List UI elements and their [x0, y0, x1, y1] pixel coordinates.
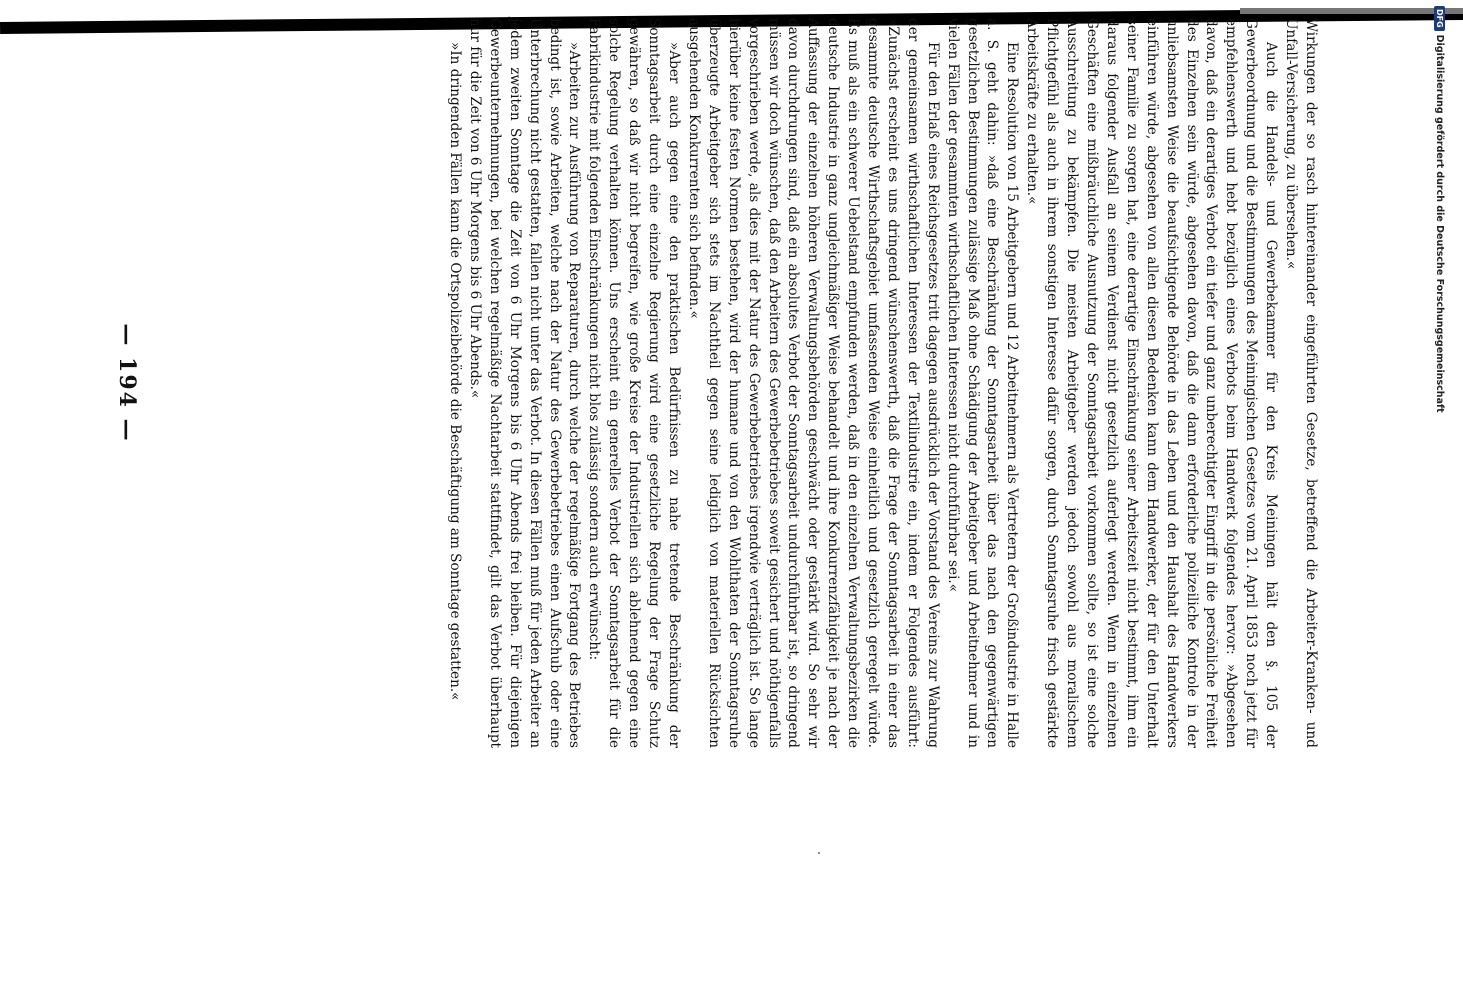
paragraph: »Arbeiten zur Ausführung von Reparaturen, durch welche der regelmäßige Fortgang des Betriebes bedingt ist, sowie Arbeiten, welche nach der Natur des Gewerbebetriebes einen Aufschub oder eine Unterbrechung nicht gestatten, fallen nicht unter das Verbot. In diesen Fällen muß für jeden Arbeiter an jedem zweiten Sonntage die Zeit von 6 Uhr Morgens bis 6 Uhr Abends frei bleiben. Für diejenigen Gewerbeunternehmungen, bei welchen regelmäßige Nachtarbeit stattfindet, gilt das Verbot überhaupt nur für die Zeit von 6 Uhr Morgens bis 6 Uhr Abends.« [466, 18, 583, 748]
body-text [444, 18, 1320, 748]
scan-shadow-bar-faint [1240, 8, 1463, 14]
paragraph: Eine Resolution von 15 Arbeitgebern und 12 Arbeitnehmern als Vertretern der Großindustrie in Halle a. S. geht dahin: »daß eine Beschränkung der Sonntagsarbeit über das nach den gegenwärtigen gesetzlichen Bestimmungen zulässige Maß ohne Schädigung der Arbeitgeber und Arbeitnehmer und in vielen Fällen der gesammten wirthschaftlichen Interessen nicht durchführbar sei.« [944, 18, 1021, 748]
dfg-logo-icon: DFG [1435, 6, 1446, 31]
digitisation-credit [1432, 6, 1448, 436]
page-number: — 194 — [114, 323, 140, 443]
rotated-page [90, 18, 1320, 748]
paragraph: Für den Erlaß eines Reichsgesetzes tritt dagegen ausdrücklich der Vorstand des Vereins zur Wahrung der gemeinsamen wirthschaftlichen Interessen der Textilindustrie ein, indem er Folgendes ausführt: »Zunächst erscheint es uns dringend wünschenswerth, daß die Frage der Sonntagsarbeit in einer das gesammte deutsche Wirthschaftsgebiet umfassenden Weise einheitlich und gesetzlich geregelt würde. Es muß als ein schwerer Uebelstand empfunden werden, daß in den einzelnen Verwaltungsbezirken die deutsche Industrie in ganz ungleichmäßiger Weise behandelt und ihre Konkurrenzfähigkeit je nach der Auffassung der einzelnen höheren Verwaltungsbehörden geschwächt oder gestärkt wird. So sehr wir davon durchdrungen sind, daß ein absolutes Verbot der Sonntagsarbeit undurchführbar ist, so dringend müssen wir doch wünschen, daß den Arbeitern des Gewerbebetriebes soweit gesichert und nöthigenfalls vorgeschrieben werde, als dies mit der Natur des Gewerbebetriebes irgendwie verträglich ist. So lange hierüber keine festen Normen bestehen, wird der humane und von den Wohlthaten der Sonntagsruhe überzeugte Arbeitgeber sich stets im Nachtheil gegen seine lediglich von materiellen Rücksichten ausgehenden Konkurrenten sich befinden.« [685, 18, 941, 748]
paragraph: »In dringenden Fällen kann die Ortspolizeibehörde die Beschäftigung am Sonntage gestatten.« [447, 42, 464, 701]
credit-text: Digitalisierung gefördert durch die Deutsche Forschungsgemeinschaft [1434, 34, 1446, 413]
paragraph: »Aber auch gegen eine den praktischen Bedürfnissen zu nahe tretende Beschränkung der Sonntagsarbeit durch eine einzelne Regierung wird eine gesetzliche Regelung der Frage Schutz gewähren, so daß wir nicht begreifen, wie große Kreise der Industriellen sich ablehnend gegen eine solche Regelung verhalten können. Uns erscheint ein generelles Verbot der Sonntagsarbeit für die Fabrikindustrie mit folgenden Einschränkungen nicht blos zulässig sondern auch erwünscht: [586, 18, 682, 748]
paragraph: Wirkungen der so rasch hintereinander eingeführten Gesetze, betreffend die Arbeiter-Kranken- und Unfall-Versicherung, zu übersehen.« [1283, 18, 1319, 748]
paragraph: Auch die Handels- und Gewerbekammer für den Kreis Meiningen hält den §. 105 der Gewerbeordnung und die Bestimmungen des Meiningischen Gesetzes vom 21. April 1853 noch jetzt für empfehlenswerth und hebt bezüglich eines Verbots beim Handwerk folgendes hervor: »Abgesehen davon, daß ein derartiges Verbot ein tiefer und ganz unberechtigter Eingriff in die persönliche Freiheit des Einzelnen sein würde, abgesehen davon, daß die dann erforderliche polizeiliche Kontrole in der unliebsamsten Weise die beaufsichtigende Behörde in das Leben und den Haushalt des Handwerkers einführen würde, abgesehen von allen diesen Bedenken kann dem Handwerker, der für den Unterhalt seiner Familie zu sorgen hat, eine derartige Einschränkung seiner Arbeitszeit nicht bestimmt, ihm ein daraus folgender Ausfall an seinem Verdienst nicht gesetzlich auferlegt werden. Wenn in einzelnen Geschäften eine mißbräuchliche Ausnutzung der Sonntagsarbeit vorkommen sollte, so ist eine solche Ausschreitung zu bekämpfen. Die meisten Arbeitgeber werden jedoch sowohl aus moralischem Pflichtgefühl als auch in ihrem sonstigen Interesse dafür sorgen, durch Sonntagsruhe frisch gestärkte Arbeitskräfte zu erhalten.« [1024, 18, 1280, 748]
scan-speck [818, 852, 820, 854]
